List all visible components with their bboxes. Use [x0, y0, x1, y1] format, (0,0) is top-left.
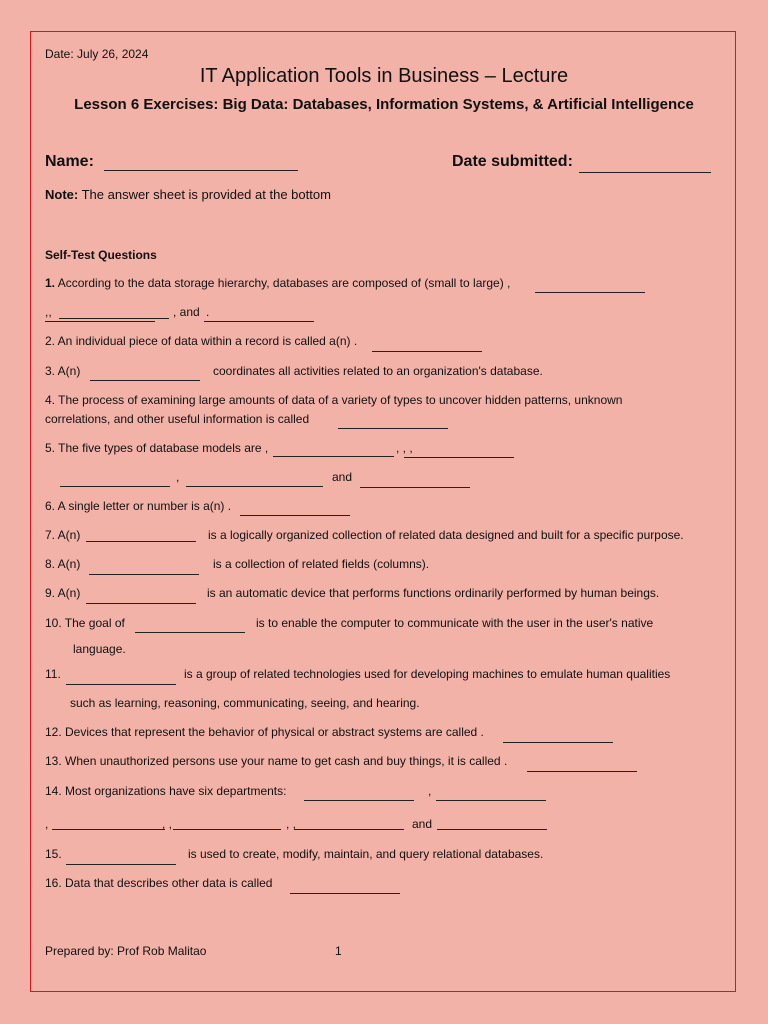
question-7-text: is a logically organized collection of related data designed and built for a specific purpose. — [208, 528, 684, 542]
name-field[interactable] — [104, 170, 298, 171]
page-number: 1 — [335, 944, 342, 958]
question-1-line-1 — [45, 276, 510, 290]
note — [45, 187, 331, 202]
answer-blank-14d[interactable] — [173, 829, 281, 830]
question-14-comma-1: , — [428, 784, 432, 798]
answer-blank-5e[interactable] — [360, 487, 470, 488]
question-4-line-1: 4. The process of examining large amounts of data of a variety of types to uncover hidden patterns, unknown — [45, 393, 623, 407]
answer-blank-9[interactable] — [86, 603, 196, 604]
question-14-comma-2: , — [45, 817, 49, 831]
answer-blank-1c[interactable] — [59, 318, 169, 319]
question-10-prefix: 10. The goal of — [45, 616, 125, 630]
answer-blank-5d[interactable] — [186, 486, 323, 487]
question-7-prefix: 7. A(n) — [45, 528, 81, 542]
answer-blank-12[interactable] — [503, 742, 613, 743]
name-label: Name: — [45, 153, 94, 170]
question-3-prefix: 3. A(n) — [45, 364, 81, 378]
answer-blank-4[interactable] — [338, 428, 448, 429]
question-13: 13. When unauthorized persons use your name to get cash and buy things, it is called . — [45, 754, 508, 768]
date-submitted-label: Date submitted: — [452, 153, 573, 170]
answer-blank-5b[interactable] — [404, 457, 514, 458]
question-8-prefix: 8. A(n) — [45, 557, 81, 571]
question-11-line-2: such as learning, reasoning, communicating, seeing, and hearing. — [70, 696, 420, 710]
prepared-by: Prepared by: Prof Rob Malitao — [45, 944, 207, 958]
document-date: Date: July 26, 2024 — [45, 47, 149, 61]
question-2: 2. An individual piece of data within a record is called a(n) . — [45, 334, 358, 348]
answer-blank-14b[interactable] — [436, 800, 546, 801]
question-3-text: coordinates all activities related to an organization's database. — [213, 364, 543, 378]
answer-blank-16[interactable] — [290, 893, 400, 894]
question-14-text: 14. Most organizations have six departments: — [45, 784, 287, 798]
answer-blank-15[interactable] — [66, 864, 176, 865]
answer-blank-1a[interactable] — [535, 292, 645, 293]
question-12: 12. Devices that represent the behavior of physical or abstract systems are called . — [45, 725, 484, 739]
answer-blank-2[interactable] — [372, 351, 482, 352]
question-4-line-2: correlations, and other useful information is called — [45, 412, 310, 426]
question-14-comma-3: , , — [162, 817, 173, 831]
answer-blank-14a[interactable] — [304, 800, 414, 801]
answer-blank-3[interactable] — [90, 380, 200, 381]
question-1-line-2-prefix: ,, — [45, 305, 52, 319]
question-1-number: 1. — [45, 276, 56, 290]
question-14-comma-4: , , — [286, 817, 297, 831]
question-8-text: is a collection of related fields (columns). — [213, 557, 430, 571]
answer-blank-14f[interactable] — [437, 829, 547, 830]
date-submitted-field[interactable] — [579, 172, 711, 173]
document-subtitle: Lesson 6 Exercises: Big Data: Databases, Information Systems, & Artificial Intelligence — [74, 96, 694, 113]
answer-blank-5a[interactable] — [273, 456, 394, 457]
answer-blank-8[interactable] — [89, 574, 199, 575]
answer-blank-10[interactable] — [135, 632, 245, 633]
question-1-text: According to the data storage hierarchy, databases are composed of (small to large) , — [55, 276, 511, 290]
question-14-and: and — [412, 817, 433, 831]
note-text: The answer sheet is provided at the bottom — [78, 187, 331, 202]
answer-blank-1d[interactable] — [204, 321, 314, 322]
question-16: 16. Data that describes other data is called — [45, 876, 273, 890]
section-title: Self-Test Questions — [45, 248, 157, 262]
question-10-line-2: language. — [73, 642, 126, 656]
question-15-text: is used to create, modify, maintain, and query relational databases. — [188, 847, 544, 861]
answer-blank-14e[interactable] — [294, 829, 404, 830]
answer-blank-7[interactable] — [86, 541, 196, 542]
answer-blank-1b[interactable] — [45, 321, 155, 322]
answer-blank-13[interactable] — [527, 771, 637, 772]
answer-blank-14c[interactable] — [52, 829, 165, 830]
question-1-period: . — [206, 305, 210, 319]
question-5-and: and — [332, 470, 353, 484]
question-11-number: 11. — [45, 667, 61, 681]
note-label: Note: — [45, 187, 79, 202]
question-5-line-1: 5. The five types of database models are , — [45, 441, 269, 455]
question-5-comma: , — [176, 470, 180, 484]
question-11-text: is a group of related technologies used for developing machines to emulate human qualities — [184, 667, 671, 681]
question-15-number: 15. — [45, 847, 62, 861]
question-6: 6. A single letter or number is a(n) . — [45, 499, 232, 513]
question-9-prefix: 9. A(n) — [45, 586, 81, 600]
answer-blank-5c[interactable] — [60, 486, 170, 487]
question-10-text: is to enable the computer to communicate with the user in the user's native — [256, 616, 654, 630]
question-5-separators: , , , — [396, 441, 413, 455]
question-9-text: is an automatic device that performs functions ordinarily performed by human beings. — [207, 586, 660, 600]
answer-blank-11[interactable] — [66, 684, 176, 685]
answer-blank-6[interactable] — [240, 515, 350, 516]
question-1-and: , and — [173, 305, 200, 319]
document-title: IT Application Tools in Business – Lecture — [199, 65, 569, 87]
